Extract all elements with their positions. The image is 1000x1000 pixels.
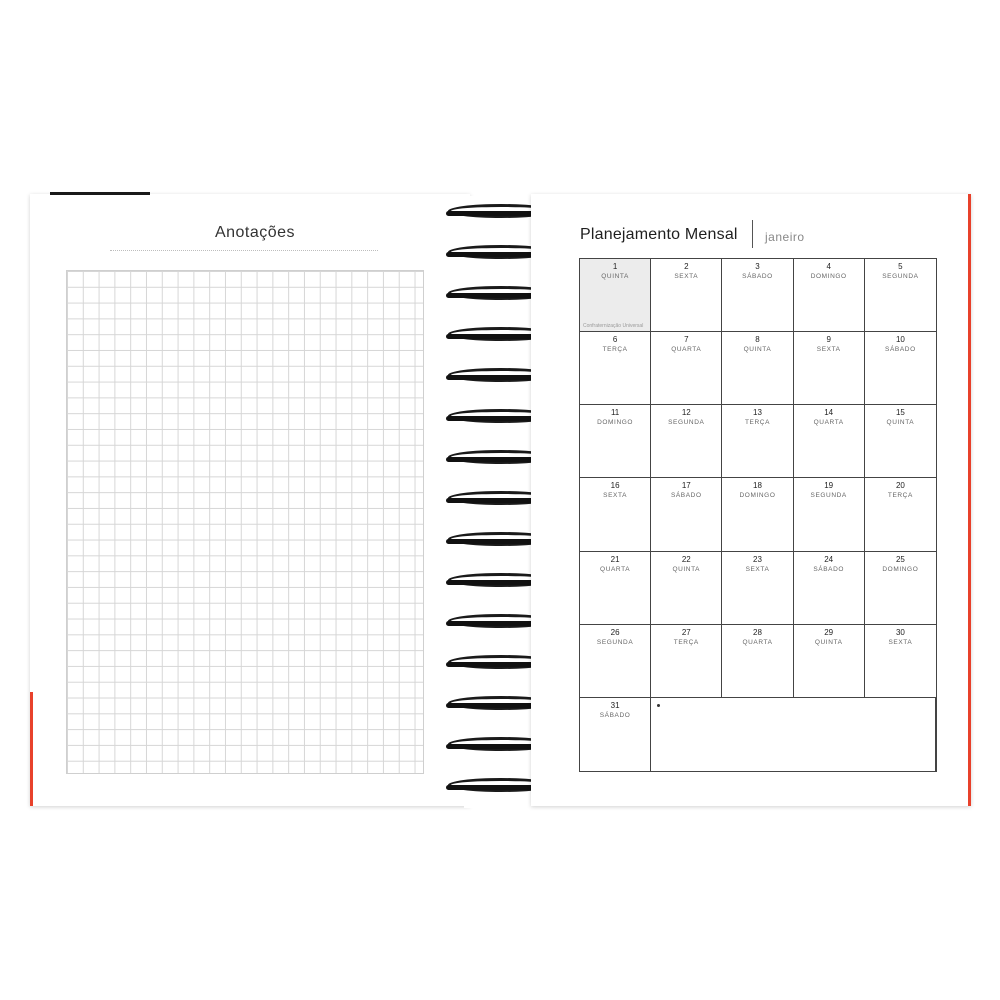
day-number: 22 — [681, 554, 691, 564]
left-page-notes — [30, 194, 470, 806]
calendar-day-cell[interactable] — [722, 332, 793, 405]
calendar-day-cell[interactable] — [722, 625, 793, 698]
weekday-label: QUINTA — [743, 346, 772, 354]
day-number: 1 — [612, 262, 618, 271]
coil-wire — [446, 375, 542, 380]
calendar-day-cell[interactable] — [722, 552, 793, 625]
day-number: 8 — [755, 335, 760, 345]
weekday-label: QUINTA — [672, 565, 701, 573]
right-page-planner — [531, 194, 971, 806]
weekday-label: QUARTA — [813, 419, 844, 427]
day-number: 30 — [895, 627, 905, 637]
day-number: 23 — [753, 554, 762, 564]
day-number: 5 — [898, 262, 903, 271]
weekday-label: SEXTA — [816, 346, 841, 354]
calendar-day-cell[interactable] — [580, 698, 651, 771]
weekday-label: SEGUNDA — [810, 492, 847, 500]
day-number: 28 — [753, 627, 762, 637]
monthly-calendar-grid — [579, 258, 937, 772]
day-number: 26 — [610, 627, 620, 637]
page-tab-marker — [50, 192, 150, 195]
calendar-day-cell[interactable] — [580, 405, 651, 478]
weekday-label: SÁBADO — [599, 711, 631, 719]
weekday-label: SEGUNDA — [596, 638, 634, 646]
calendar-day-cell[interactable] — [794, 259, 865, 332]
weekday-label: QUARTA — [742, 638, 773, 646]
weekday-label: QUARTA — [600, 565, 631, 573]
weekday-label: TERÇA — [887, 492, 913, 500]
calendar-day-cell[interactable] — [794, 552, 865, 625]
calendar-day-cell[interactable] — [865, 332, 936, 405]
weekday-label: SÁBADO — [742, 273, 773, 280]
coil-wire — [446, 293, 542, 298]
day-number: 17 — [681, 481, 691, 491]
day-number: 24 — [824, 554, 834, 564]
coil-wire — [446, 252, 542, 257]
red-edge-right — [968, 194, 971, 806]
weekday-label: SEXTA — [674, 273, 699, 280]
calendar-day-cell[interactable] — [865, 259, 936, 332]
holiday-note: Confraternização Universal — [583, 323, 644, 330]
day-number: 11 — [610, 408, 620, 418]
calendar-day-cell[interactable] — [580, 332, 651, 405]
weekday-label: QUINTA — [886, 419, 915, 427]
coil-wire — [446, 662, 542, 667]
weekday-label: TERÇA — [744, 419, 770, 427]
day-number: 29 — [824, 627, 834, 637]
weekday-label: DOMINGO — [739, 492, 776, 500]
day-number: 2 — [684, 262, 689, 271]
day-number: 27 — [681, 627, 691, 637]
calendar-day-cell[interactable] — [794, 625, 865, 698]
coil-wire — [446, 703, 542, 708]
dotted-divider — [110, 250, 378, 251]
day-number: 13 — [753, 408, 762, 418]
weekday-label: SEXTA — [745, 565, 770, 573]
notes-title: Anotações — [214, 224, 296, 241]
weekday-label: SEXTA — [603, 492, 628, 500]
coil-wire — [446, 416, 542, 421]
red-edge-left — [30, 692, 33, 806]
weekday-label: SÁBADO — [885, 346, 916, 354]
weekday-label: SÁBADO — [670, 492, 702, 500]
day-number: 4 — [826, 262, 831, 271]
day-number: 14 — [824, 408, 834, 418]
calendar-day-cell[interactable] — [794, 405, 865, 478]
title-divider — [752, 220, 753, 248]
weekday-label: TERÇA — [602, 346, 628, 354]
weekday-label: QUARTA — [671, 346, 702, 354]
weekday-label: QUINTA — [814, 638, 843, 646]
coil-wire — [446, 621, 542, 626]
weekday-label: SÁBADO — [813, 565, 845, 573]
day-number: 15 — [895, 408, 905, 418]
coil-wire — [446, 539, 542, 544]
day-number: 25 — [895, 554, 905, 564]
calendar-day-cell[interactable] — [580, 552, 651, 625]
day-number: 10 — [895, 335, 905, 345]
day-number: 16 — [610, 481, 620, 491]
bullet-dot-icon — [657, 704, 660, 707]
calendar-day-cell[interactable] — [865, 552, 936, 625]
coil-wire — [446, 498, 542, 503]
coil-wire — [446, 211, 542, 216]
calendar-day-cell[interactable] — [865, 405, 936, 478]
day-number: 9 — [826, 335, 831, 345]
calendar-day-cell[interactable] — [651, 259, 722, 332]
calendar-day-cell[interactable] — [580, 478, 651, 551]
day-number: 18 — [753, 481, 762, 491]
coil-wire — [446, 744, 542, 749]
coil-wire — [446, 334, 542, 339]
calendar-day-cell[interactable] — [865, 478, 936, 551]
calendar-day-cell[interactable] — [722, 478, 793, 551]
planner-title: Planejamento Mensal — [580, 226, 738, 243]
calendar-day-cell[interactable] — [794, 332, 865, 405]
coil-wire — [446, 457, 542, 462]
calendar-day-cell[interactable] — [794, 478, 865, 551]
calendar-day-cell[interactable] — [651, 625, 722, 698]
day-number: 19 — [824, 481, 834, 491]
weekday-label: TERÇA — [673, 638, 699, 646]
calendar-day-cell[interactable] — [651, 478, 722, 551]
coil-wire — [446, 785, 542, 790]
weekday-label: DOMINGO — [597, 419, 634, 427]
day-number: 21 — [610, 554, 620, 564]
calendar-day-cell[interactable] — [651, 332, 722, 405]
weekday-label: SEXTA — [888, 638, 913, 646]
calendar-day-cell[interactable] — [580, 259, 651, 332]
calendar-day-cell[interactable] — [651, 552, 722, 625]
calendar-day-cell[interactable] — [651, 405, 722, 478]
weekday-label: SEGUNDA — [668, 419, 705, 427]
calendar-day-cell[interactable] — [722, 405, 793, 478]
day-number: 12 — [681, 408, 691, 418]
day-number: 31 — [610, 700, 620, 710]
month-label: janeiro — [765, 230, 805, 244]
weekday-label: DOMINGO — [882, 565, 919, 573]
calendar-day-cell[interactable] — [722, 259, 793, 332]
weekday-label: DOMINGO — [810, 273, 847, 280]
calendar-day-cell[interactable] — [580, 625, 651, 698]
graph-paper-grid — [66, 270, 424, 774]
weekday-label: QUINTA — [601, 273, 629, 280]
day-number: 20 — [895, 481, 905, 491]
calendar-day-cell[interactable] — [865, 625, 936, 698]
day-number: 7 — [684, 335, 689, 345]
month-notes-cell[interactable] — [651, 698, 936, 771]
day-number: 3 — [755, 262, 760, 271]
weekday-label: SEGUNDA — [882, 273, 919, 280]
coil-wire — [446, 580, 542, 585]
day-number: 6 — [612, 335, 618, 345]
